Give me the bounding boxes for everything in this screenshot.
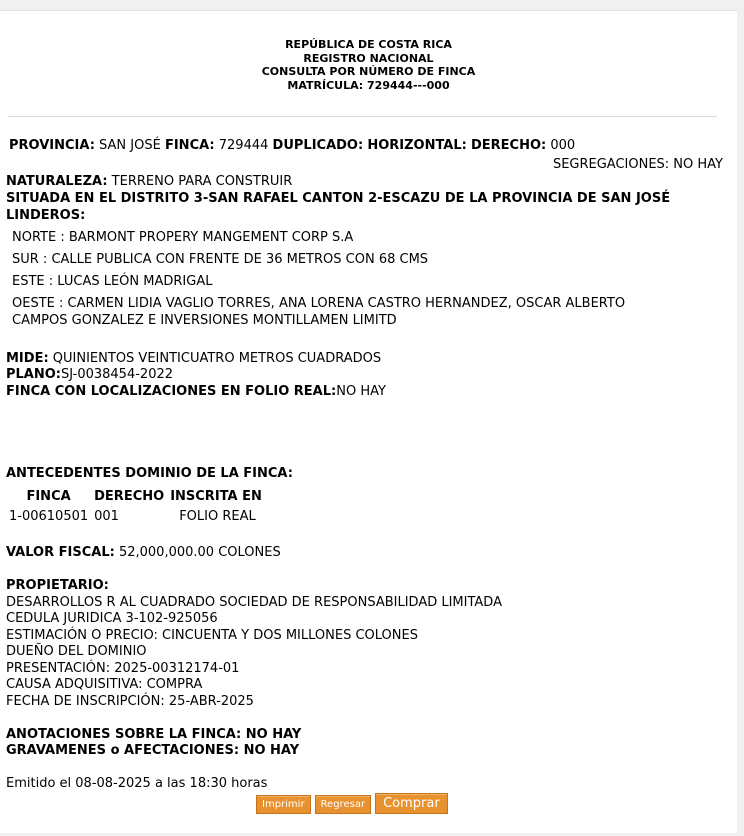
segregaciones: SEGREGACIONES: NO HAY [552, 157, 723, 172]
cell-derecho: 001 [94, 508, 119, 524]
propietario-nombre: DESARROLLOS R AL CUADRADO SOCIEDAD DE RESPONSABILIDAD LIMITADA [6, 595, 502, 610]
column-header-derecho: DERECHO [94, 488, 165, 504]
lindero-norte: NORTE : BARMONT PROPERY MANGEMENT CORP S.A [12, 230, 354, 245]
plano-value: SJ-0038454-2022 [61, 367, 174, 382]
emitido-text: Emitido el 08-08-2025 a las 18:30 horas [6, 776, 268, 791]
derecho-label: DERECHO: [471, 138, 547, 153]
header-matricula: MATRÍCULA: 729444---000 [287, 78, 450, 92]
header-country: REPÚBLICA DE COSTA RICA [285, 38, 452, 51]
finca-value: 729444 [218, 138, 269, 153]
plano-line [6, 367, 173, 384]
table-header-row [6, 486, 265, 506]
cell-finca: 1-00610501 [9, 508, 89, 524]
propietario-estimacion: ESTIMACIÓN O PRECIO: CINCUENTA Y DOS MILLONES COLONES [6, 628, 418, 643]
horizontal-label: HORIZONTAL: [367, 138, 467, 153]
localizaciones-line [6, 384, 386, 401]
lindero-oeste: OESTE : CARMEN LIDIA VAGLIO TORRES, ANA LORENA CASTRO HERNANDEZ, OSCAR ALBERTO CAMPOS GONZALEZ E INVERSIONES MONTILLAMEN LIMITD [12, 296, 626, 328]
naturaleza-line [6, 174, 292, 191]
property-summary-line [9, 138, 575, 155]
imprimir-button[interactable]: Imprimir [256, 795, 311, 814]
column-header-inscrita: INSCRITA EN [170, 488, 262, 504]
propietario-fecha: FECHA DE INSCRIPCIÓN: 25-ABR-2025 [6, 694, 254, 709]
mide-value: QUINIENTOS VEINTICUATRO METROS CUADRADOS [52, 351, 382, 366]
propietario-cedula: CEDULA JURIDICA 3-102-925056 [6, 611, 218, 626]
lindero-este: ESTE : LUCAS LEÓN MADRIGAL [12, 274, 213, 289]
naturaleza-value: TERRENO PARA CONSTRUIR [111, 174, 293, 189]
propietario-label: PROPIETARIO: [6, 578, 109, 593]
provincia-value: SAN JOSÉ [99, 138, 161, 153]
provincia-label: PROVINCIA: [9, 138, 95, 153]
header-divider [8, 116, 717, 117]
report-header [0, 11, 737, 92]
antecedentes-title: ANTECEDENTES DOMINIO DE LA FINCA: [6, 466, 293, 481]
mide-label: MIDE: [6, 351, 49, 366]
mide-line [6, 351, 381, 368]
propietario-causa: CAUSA ADQUISITIVA: COMPRA [6, 677, 203, 692]
anotaciones: ANOTACIONES SOBRE LA FINCA: NO HAY [6, 727, 302, 742]
action-buttons [256, 793, 448, 814]
comprar-button[interactable]: Comprar [375, 793, 448, 814]
cell-inscrita: FOLIO REAL [179, 508, 256, 524]
valor-fiscal-label: VALOR FISCAL: [6, 545, 115, 560]
localizaciones-label: FINCA CON LOCALIZACIONES EN FOLIO REAL: [6, 384, 337, 399]
header-query: CONSULTA POR NÚMERO DE FINCA [261, 65, 476, 78]
finca-label: FINCA: [164, 138, 215, 153]
gravamenes: GRAVAMENES o AFECTACIONES: NO HAY [6, 743, 300, 758]
situada-line: SITUADA EN EL DISTRITO 3-SAN RAFAEL CANTON 2-ESCAZU DE LA PROVINCIA DE SAN JOSÉ [6, 191, 671, 206]
propietario-dueno: DUEÑO DEL DOMINIO [6, 644, 147, 659]
derecho-value: 000 [550, 138, 576, 153]
duplicado-label: DUPLICADO: [272, 138, 364, 153]
valor-fiscal-line [6, 545, 281, 562]
localizaciones-value: NO HAY [336, 384, 386, 399]
plano-label: PLANO: [6, 367, 62, 382]
propietario-presentacion: PRESENTACIÓN: 2025-00312174-01 [6, 661, 240, 676]
valor-fiscal-value: 52,000,000.00 COLONES [118, 545, 281, 560]
table-row [6, 506, 265, 526]
antecedentes-table [6, 486, 265, 526]
naturaleza-label: NATURALEZA: [6, 174, 108, 189]
column-header-finca: FINCA [26, 488, 71, 504]
regresar-button[interactable]: Regresar [315, 795, 372, 814]
linderos-label: LINDEROS: [6, 208, 86, 223]
header-registry: REGISTRO NACIONAL [303, 51, 434, 65]
lindero-sur: SUR : CALLE PUBLICA CON FRENTE DE 36 METROS CON 68 CMS [12, 252, 429, 267]
